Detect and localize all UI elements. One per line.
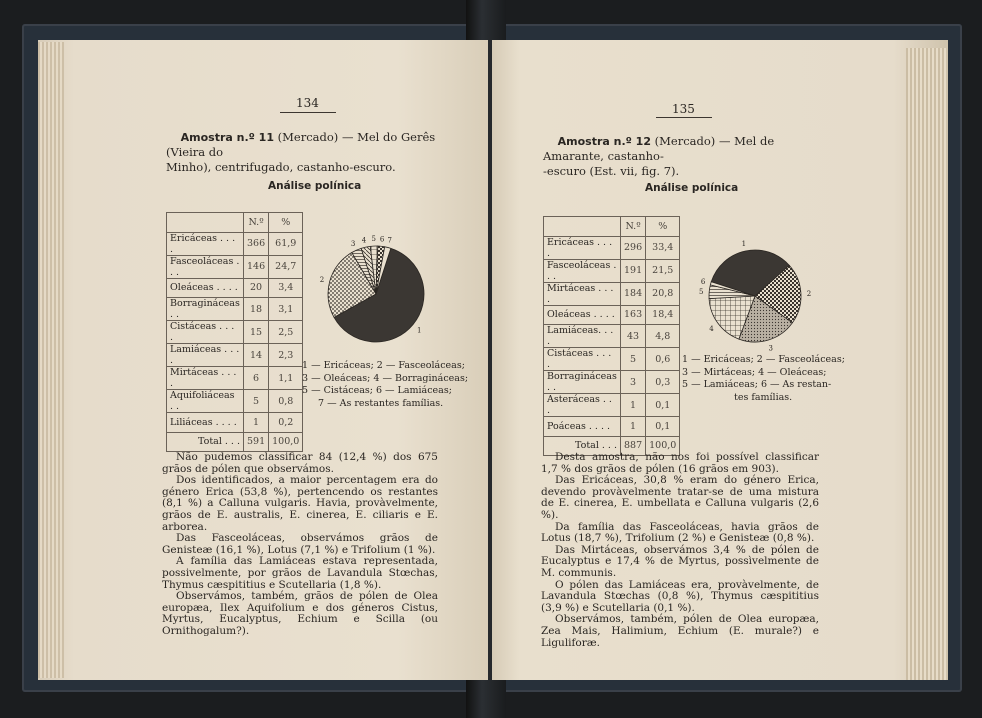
pie-slice-label: 6 xyxy=(700,278,706,287)
left-page-number: 134 xyxy=(296,96,319,110)
right-sample-rest-1: (Mercado) — Mel de Amarante, castanho- xyxy=(543,134,775,163)
family-cell: Ericáceas . . . . xyxy=(544,236,621,259)
total-label-cell: Total . . . xyxy=(544,436,621,456)
pie-slice-label: 5 xyxy=(699,287,704,296)
total-count-cell: 591 xyxy=(244,432,269,452)
table-row xyxy=(167,413,303,433)
percent-cell: 3,1 xyxy=(269,298,303,321)
count-cell: 15 xyxy=(244,321,269,344)
percent-cell: 24,7 xyxy=(269,255,303,278)
left-pollen-table xyxy=(166,212,303,452)
percent-cell: 21,5 xyxy=(646,259,680,282)
count-cell: 366 xyxy=(244,232,269,255)
right-sample-label: Amostra n.º 12 xyxy=(557,135,651,148)
family-cell: Borragináceas . . xyxy=(544,371,621,394)
right-pie-legend xyxy=(682,354,845,404)
table-total-row xyxy=(167,432,303,452)
right-pollen-table xyxy=(543,216,680,456)
count-cell: 1 xyxy=(621,417,646,437)
right-sample-rest-2: -escuro (Est. vii, fig. 7). xyxy=(543,164,680,178)
percent-cell: 33,4 xyxy=(646,236,680,259)
family-cell: Oleáceas . . . . xyxy=(544,305,621,325)
left-page-edges xyxy=(38,42,64,678)
family-cell: Poáceas . . . . xyxy=(544,417,621,437)
right-page-edges xyxy=(906,48,946,680)
pie-slice-label: 3 xyxy=(768,344,773,352)
count-cell: 184 xyxy=(621,282,646,305)
pie-slice-label: 3 xyxy=(350,239,356,248)
count-cell: 5 xyxy=(621,348,646,371)
pie-slice-label: 6 xyxy=(379,235,385,244)
table-row xyxy=(167,321,303,344)
table-row xyxy=(167,390,303,413)
table-row xyxy=(544,417,680,437)
count-cell: 191 xyxy=(621,259,646,282)
family-cell: Asteráceas . . . xyxy=(544,394,621,417)
paragraph: O pólen das Lamiáceas era, provàvelmente, de Lavandula Stœchas (0,8 %), Thymus cæspititius (3,9 %) e Scutellaria (0,1 %). xyxy=(541,578,819,614)
legend-line: 7 — As restantes famílias. xyxy=(318,397,444,409)
percent-cell: 18,4 xyxy=(646,305,680,325)
table-row xyxy=(167,232,303,255)
family-cell: Borragináceas . . xyxy=(167,298,244,321)
right-sample-heading xyxy=(543,134,825,179)
family-cell: Fasceoláceas . . . xyxy=(544,259,621,282)
pie-slice-label: 4 xyxy=(361,236,367,245)
left-sample-rest-2: Minho), centrifugado, castanho-escuro. xyxy=(166,160,396,174)
pie-slice-label: 7 xyxy=(387,236,392,245)
paragraph: Observámos, também, grãos de pólen de Olea europæa, Ilex Aquifolium e dos géneros Cistus, Myrtus, Eucalyptus, Echium e Scilla (ou Ornithogalum?). xyxy=(162,590,438,637)
percent-cell: 0,8 xyxy=(269,390,303,413)
paragraph: Das Fasceoláceas, observámos grãos de Genisteæ (16,1 %), Lotus (7,1 %) e Trifolium (1 %). xyxy=(162,532,438,556)
percent-cell: 3,4 xyxy=(269,278,303,298)
table-row xyxy=(544,371,680,394)
table-header-cell: % xyxy=(646,217,680,237)
table-header-row xyxy=(167,213,303,233)
table-header-cell: N.º xyxy=(621,217,646,237)
family-cell: Ericáceas . . . . xyxy=(167,232,244,255)
family-cell: Lamiáceas. . . . xyxy=(544,325,621,348)
paragraph: Dos identificados, a maior percentagem era do género Erica (53,8 %), pertencendo os restantes (8,1 %) a Calluna vulgaris. Havia, provàvelmente, grãos de E. australis, E. cinerea, E. ciliaris e E. arborea. xyxy=(162,474,438,533)
percent-cell: 0,1 xyxy=(646,417,680,437)
table-row xyxy=(167,344,303,367)
pie-slice-label: 1 xyxy=(741,240,747,249)
count-cell: 5 xyxy=(244,390,269,413)
paragraph: A família das Lamiáceas estava representada, possivelmente, por grãos de Lavandula Stœchas, Thymus cæspititius e Scutellaria (1,8 %). xyxy=(162,555,438,591)
legend-line: tes famílias. xyxy=(734,391,793,403)
pie-slice-label: 5 xyxy=(371,235,376,244)
left-page-number-rule xyxy=(280,112,336,113)
count-cell: 1 xyxy=(244,413,269,433)
percent-cell: 2,5 xyxy=(269,321,303,344)
table-row xyxy=(167,367,303,390)
legend-line: 1 — Ericáceas; 2 — Fasceoláceas; xyxy=(682,354,845,365)
right-body-text xyxy=(541,452,819,649)
right-page-number: 135 xyxy=(672,102,695,116)
table-row xyxy=(544,305,680,325)
count-cell: 18 xyxy=(244,298,269,321)
percent-cell: 0,6 xyxy=(646,348,680,371)
right-page-number-rule xyxy=(656,117,712,118)
right-analysis-title: Análise polínica xyxy=(645,182,739,194)
percent-cell: 1,1 xyxy=(269,367,303,390)
legend-line: 3 — Mirtáceas; 4 — Oleáceas; xyxy=(682,366,827,378)
left-analysis-title: Análise polínica xyxy=(268,180,362,192)
percent-cell: 0,3 xyxy=(646,371,680,394)
percent-cell: 61,9 xyxy=(269,232,303,255)
family-cell: Lamiáceas . . . . xyxy=(167,344,244,367)
table-header-cell: N.º xyxy=(244,213,269,233)
right-pie-chart xyxy=(690,240,820,352)
pie-slice-label: 4 xyxy=(709,325,714,334)
table-row xyxy=(167,298,303,321)
table-row xyxy=(544,325,680,348)
percent-cell: 20,8 xyxy=(646,282,680,305)
count-cell: 296 xyxy=(621,236,646,259)
table-header-row xyxy=(544,217,680,237)
percent-cell: 0,1 xyxy=(646,394,680,417)
table-row xyxy=(544,282,680,305)
count-cell: 6 xyxy=(244,367,269,390)
family-cell: Mirtáceas . . . . xyxy=(167,367,244,390)
pie-slice-label: 1 xyxy=(417,326,422,335)
paragraph: Observámos, também, pólen de Olea europæa, Zea Mais, Halimium, Echium (E. murale?) e Liguliforæ. xyxy=(541,613,819,649)
paragraph: Das Mirtáceas, observámos 3,4 % de pólen de Eucalyptus e 17,4 % de Myrtus, possìvelmente de M. communis. xyxy=(541,543,819,579)
family-cell: Oleáceas . . . . xyxy=(167,278,244,298)
left-sample-heading xyxy=(166,130,442,175)
count-cell: 163 xyxy=(621,305,646,325)
left-body-text xyxy=(162,452,438,638)
table-row xyxy=(544,259,680,282)
table-row xyxy=(544,348,680,371)
left-pie-chart xyxy=(306,234,446,360)
pie-slice-label: 2 xyxy=(319,276,325,285)
family-cell: Cistáceas . . . . xyxy=(167,321,244,344)
paragraph: Da família das Fasceoláceas, havia grãos de Lotus (18,7 %), Trifolium (2 %) e Genisteæ (0,8 %). xyxy=(541,520,819,545)
count-cell: 146 xyxy=(244,255,269,278)
count-cell: 20 xyxy=(244,278,269,298)
table-row xyxy=(167,278,303,298)
left-sample-label: Amostra n.º 11 xyxy=(180,131,274,144)
table-row xyxy=(167,255,303,278)
legend-line: 1 — Ericáceas; 2 — Fasceoláceas; xyxy=(302,360,465,371)
table-row xyxy=(544,236,680,259)
legend-line: 5 — Cistáceas; 6 — Lamiáceas; xyxy=(302,385,452,396)
count-cell: 3 xyxy=(621,371,646,394)
left-sample-rest-1: (Mercado) — Mel do Gerês (Vieira do xyxy=(166,130,436,159)
family-cell: Aquifoliáceas . . xyxy=(167,390,244,413)
paragraph: Não pudemos classificar 84 (12,4 %) dos 675 grãos de pólen que observámos. xyxy=(162,451,438,475)
total-count-cell: 887 xyxy=(621,436,646,456)
family-cell: Cistáceas . . . . xyxy=(544,348,621,371)
count-cell: 43 xyxy=(621,325,646,348)
total-label-cell: Total . . . xyxy=(167,432,244,452)
percent-cell: 4,8 xyxy=(646,325,680,348)
family-cell: Mirtáceas . . . . xyxy=(544,282,621,305)
total-percent-cell: 100,0 xyxy=(646,436,680,456)
left-pie-legend xyxy=(302,360,468,410)
table-header-cell xyxy=(544,217,621,237)
family-cell: Liliáceas . . . . xyxy=(167,413,244,433)
total-percent-cell: 100,0 xyxy=(269,432,303,452)
count-cell: 14 xyxy=(244,344,269,367)
legend-line: 5 — Lamiáceas; 6 — As restan- xyxy=(682,379,832,390)
table-row xyxy=(544,394,680,417)
paragraph: Das Ericáceas, 30,8 % eram do género Erica, devendo provàvelmente tratar-se de uma mistura de E. cinerea, E. umbellata e Calluna vulgaris (2,6 %). xyxy=(541,474,819,521)
percent-cell: 0,2 xyxy=(269,413,303,433)
table-header-cell: % xyxy=(269,213,303,233)
percent-cell: 2,3 xyxy=(269,344,303,367)
pie-slice-label: 2 xyxy=(806,290,812,299)
legend-line: 3 — Oleáceas; 4 — Borragináceas; xyxy=(302,372,469,384)
count-cell: 1 xyxy=(621,394,646,417)
family-cell: Fasceoláceas . . . xyxy=(167,255,244,278)
table-header-cell xyxy=(167,213,244,233)
paragraph: Desta amostra, não nos foi possível classificar 1,7 % dos grãos de pólen (16 grãos em 903). xyxy=(541,451,819,475)
